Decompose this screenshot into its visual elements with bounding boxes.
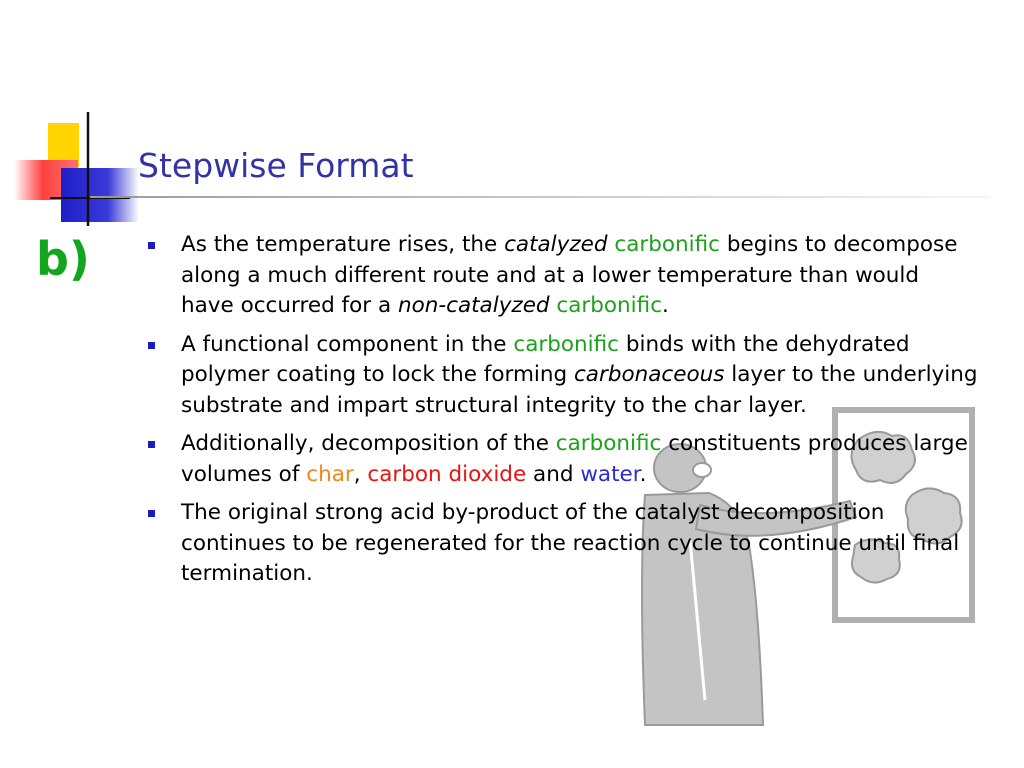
bullet-list xyxy=(148,230,978,598)
bullet-item: As the temperature rises, the catalyzed carbonific begins to decompose along a much different route and at a lower temperature than would have occurred for a non-catalyzed carbonific. xyxy=(148,230,978,322)
colored-squares-icon xyxy=(14,112,139,226)
bullet-item: The original strong acid by-product of the catalyst decomposition continues to be regenerated for the reaction cycle to continue until final termination. xyxy=(148,498,978,590)
section-label: b) xyxy=(36,232,90,286)
slide-title: Stepwise Format xyxy=(138,146,414,185)
bullet-item: Additionally, decomposition of the carbonific constituents produces large volumes of char, carbon dioxide and water. xyxy=(148,429,978,490)
bullet-item: A functional component in the carbonific binds with the dehydrated polymer coating to lock the forming carbonaceous layer to the underlying substrate and impart structural integrity to the char layer. xyxy=(148,330,978,422)
